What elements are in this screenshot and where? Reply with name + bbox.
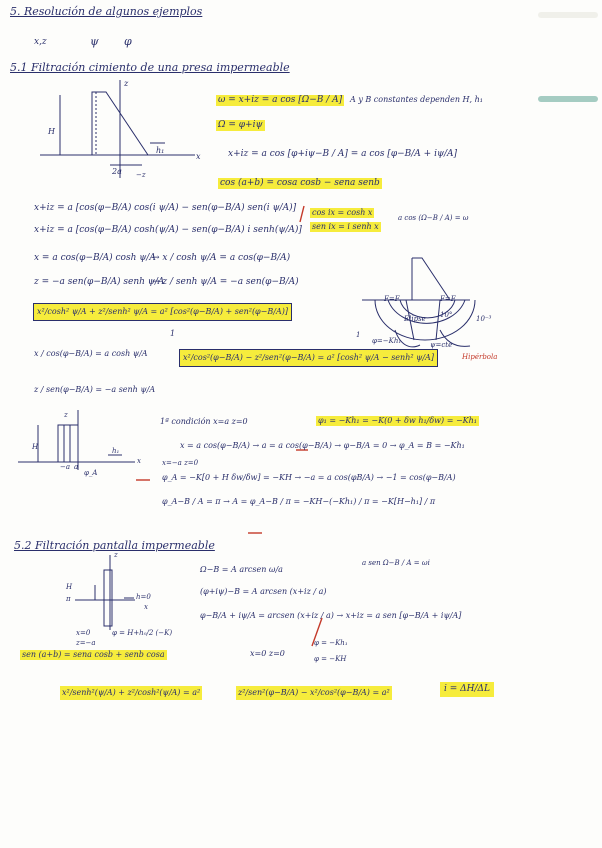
note-ab: A y B constantes dependen H, h₁ [350, 95, 483, 104]
eq52-1: Ω−B = A arcsen ω/a [200, 565, 283, 574]
eq52-2: (φ+iψ)−B = A arcsen (x+iz / a) [200, 587, 327, 596]
label-h1: h₁ [156, 146, 165, 155]
eq52-ellipse: x²/senh²(ψ/A) + z²/cosh²(ψ/A) = a² [60, 686, 202, 700]
eq-xcosh: x / cos(φ−B/A) = a cosh ψ/A [34, 349, 148, 358]
label-z: z [124, 79, 129, 88]
fig-ef1: F=F [384, 295, 400, 303]
label-pi: π [66, 595, 71, 603]
fig-ef2: F=F [440, 295, 456, 303]
cond-c1: x = a cos(φ−B/A) → a = a cos(φ−B/A) → φ−B/A = 0 → φ_A = B = −Kh₁ [180, 441, 465, 450]
eq52-side: a sen Ω−B / A = ωi [362, 559, 430, 567]
eq-hyper: x²/cos²(φ−B/A) − z²/sen²(φ−B/A) = a² [cosh² ψ/A − senh² ψ/A] [180, 350, 437, 366]
eq-z: z = −a sen(φ−B/A) senh ψ/A [34, 277, 165, 287]
eq-zsenh: z / sen(φ−B/A) = −a senh ψ/A [34, 385, 156, 394]
eq-side: a cos (Ω−B / A) = ω [398, 214, 469, 222]
label-h0: h=0 [136, 593, 151, 601]
page-title: 5. Resolución de algunos ejemplos [10, 5, 203, 18]
eq52-gradient: i = ΔH/ΔL [440, 682, 494, 697]
label-h: H [48, 127, 55, 136]
label-h1b: h₁ [112, 447, 120, 455]
eq-cos-sum: cos (a+b) = cosa cosb − sena senb [220, 178, 380, 188]
cond-title: 1ª condición x=a z=0 [160, 417, 248, 426]
var-phi: φ [124, 35, 132, 48]
branch1: φ = −Kh₁ [314, 639, 348, 647]
label-ma: −a [60, 463, 71, 471]
label-x2: x [137, 457, 141, 465]
label-za: z=−a [76, 639, 96, 647]
fig-tenm3: 10⁻³ [476, 315, 492, 323]
eq-one: 1 [170, 329, 176, 338]
cond-lbl: x=−a z=0 [162, 459, 199, 467]
eq-xiz: x+iz = a cos [φ+iψ−B / A] = a cos [φ−B/A + iψ/A] [228, 149, 458, 159]
label-h2: H [32, 443, 39, 451]
label-mz: −z [136, 171, 146, 179]
fig-const: ψ=cte [430, 341, 453, 349]
cond52: x=0 z=0 [250, 649, 285, 658]
section-heading: 5.1 Filtración cimiento de una presa impermeable [10, 61, 290, 74]
sen-sum: sen (a+b) = sena cosb + senb cosa [22, 650, 165, 659]
label-phiA: φ_A [84, 469, 98, 477]
cond-c3: φ_A−B / A = π → A = φ_A−B / π = −KH−(−Kh₁) / π = −K[H−h₁] / π [162, 497, 436, 506]
fig-elipse: Elipse [404, 315, 426, 323]
label-x: x [196, 152, 201, 161]
label-h3: H [66, 583, 73, 591]
label-x3: x [144, 603, 148, 611]
eq52-3: φ−B/A + iψ/A = arcsen (x+iz / a) → x+iz = a sen [φ−B/A + iψ/A] [200, 611, 462, 620]
eq-w: ω = x+iz = a cos [Ω−B / A] [218, 95, 343, 105]
section-heading-2: 5.2 Filtración pantalla impermeable [14, 539, 215, 552]
fig-deg: 10° [440, 311, 453, 319]
eq-omega: Ω = φ+iψ [218, 120, 263, 130]
eq-cosix: cos ix = cosh x [312, 208, 373, 217]
eq-expand2: x+iz = a [cos(φ−B/A) cosh(ψ/A) − sen(φ−B/A) i senh(ψ/A)] [34, 225, 302, 235]
var-psi: ψ [90, 35, 99, 48]
label-2a: 2a [112, 167, 122, 176]
eq-x: x = a cos(φ−B/A) cosh ψ/A [34, 253, 156, 263]
label-phi2: φ = H+h₀/2 (−K) [112, 629, 173, 637]
label-a: a [74, 463, 79, 471]
cond-c2: φ_A = −K[0 + H δw/δw] = −KH → −a = a cos(φB/A) → −1 = cos(φ−B/A) [162, 473, 456, 482]
eq-ellipse: x²/cosh² ψ/A + z²/senh² ψ/A = a² [cos²(φ−B/A) + sen²(φ−B/A)] [34, 304, 291, 320]
eq-expand1: x+iz = a [cos(φ−B/A) cos(i ψ/A) − sen(φ−B/A) sen(i ψ/A)] [34, 203, 297, 213]
label-z3: z [114, 551, 118, 559]
eq-x2: → x / cosh ψ/A = a cos(φ−B/A) [152, 253, 291, 263]
var-xz: x,z [34, 37, 47, 47]
branch2: φ = −KH [314, 655, 347, 663]
fig-phi: φ=−Kh₁ [372, 337, 402, 345]
fig-hiper: Hipérbola [462, 353, 498, 361]
fig-one: 1 [356, 331, 361, 339]
label-x0: x=0 [76, 629, 91, 637]
eq-senix: sen ix = i senh x [312, 222, 379, 231]
eq52-hyperbola: z²/sen²(φ−B/A) − x²/cos²(φ−B/A) = a² [236, 686, 392, 700]
eq-z2: → z / senh ψ/A = −a sen(φ−B/A) [152, 277, 299, 287]
label-z2: z [64, 411, 68, 419]
cond-eq: φ₁ = −Kh₁ = −K(0 + δw h₁/δw) = −Kh₁ [318, 416, 477, 425]
